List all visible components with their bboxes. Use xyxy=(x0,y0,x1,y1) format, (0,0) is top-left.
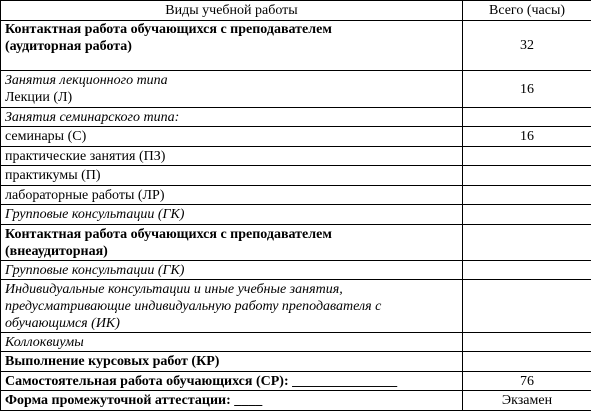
row-seminars-label: семинары (С) xyxy=(1,127,463,147)
row-individual-label xyxy=(1,280,463,333)
table-row xyxy=(1,280,591,333)
table-row xyxy=(1,21,591,71)
row-contact-auditorium-label xyxy=(1,21,463,71)
table-header-row xyxy=(1,1,591,21)
row-coursework-value xyxy=(463,352,591,372)
table-row xyxy=(1,108,591,127)
table-row xyxy=(1,166,591,186)
row-colloquia-label: Коллоквиумы xyxy=(1,333,463,352)
table-row xyxy=(1,71,591,108)
table-row xyxy=(1,372,591,391)
table-row xyxy=(1,333,591,352)
row-attestation-label: Форма промежуточной аттестации: ____ xyxy=(1,391,463,411)
row-contact-extra-label xyxy=(1,225,463,261)
table-row xyxy=(1,261,591,280)
row-group-consult-2-value xyxy=(463,261,591,280)
row-contact-auditorium-value: 32 xyxy=(463,21,591,71)
row-individual-value xyxy=(463,280,591,333)
table-row xyxy=(1,147,591,166)
row-lectures-value: 16 xyxy=(463,71,591,108)
table-row xyxy=(1,127,591,147)
row-self-study-value: 76 xyxy=(463,372,591,391)
row-practicums-label: практикумы (П) xyxy=(1,166,463,186)
row-coursework-label: Выполнение курсовых работ (КР) xyxy=(1,352,463,372)
row-group-consult-label: Групповые консультации (ГК) xyxy=(1,205,463,225)
row-label-line: Лекции (Л) xyxy=(5,89,458,106)
table-row xyxy=(1,205,591,225)
row-label-line: Индивидуальные консультации и иные учебные занятия, xyxy=(5,281,458,298)
row-label-line: Контактная работа обучающихся с преподавателем xyxy=(5,226,458,243)
row-practicums-value xyxy=(463,166,591,186)
header-total-hours: Всего (часы) xyxy=(463,1,591,21)
row-group-consult-value xyxy=(463,205,591,225)
row-self-study-label: Самостоятельная работа обучающихся (СР): _______________ xyxy=(1,372,463,391)
table-row xyxy=(1,352,591,372)
row-group-consult-2-label: Групповые консультации (ГК) xyxy=(1,261,463,280)
row-labs-value xyxy=(463,186,591,205)
row-attestation-value: Экзамен xyxy=(463,391,591,411)
row-lectures-label xyxy=(1,71,463,108)
row-colloquia-value xyxy=(463,333,591,352)
row-label-line: (аудиторная работа) xyxy=(5,38,458,55)
table-row xyxy=(1,186,591,205)
row-contact-extra-value xyxy=(463,225,591,261)
row-labs-label: лабораторные работы (ЛР) xyxy=(1,186,463,205)
row-label-line: (внеаудиторная) xyxy=(5,243,458,260)
row-label-line: предусматривающие индивидуальную работу преподавателя с xyxy=(5,298,458,315)
row-seminars-value: 16 xyxy=(463,127,591,147)
table-row xyxy=(1,225,591,261)
row-label-line: Занятия лекционного типа xyxy=(5,72,458,89)
row-label-line: обучающимся (ИК) xyxy=(5,315,458,332)
header-work-types: Виды учебной работы xyxy=(1,1,463,21)
row-practical-label: практические занятия (ПЗ) xyxy=(1,147,463,166)
row-label-line: Контактная работа обучающихся с преподавателем xyxy=(5,21,458,38)
row-seminar-type-value xyxy=(463,108,591,127)
row-practical-value xyxy=(463,147,591,166)
row-seminar-type-label: Занятия семинарского типа: xyxy=(1,108,463,127)
table-row xyxy=(1,391,591,411)
